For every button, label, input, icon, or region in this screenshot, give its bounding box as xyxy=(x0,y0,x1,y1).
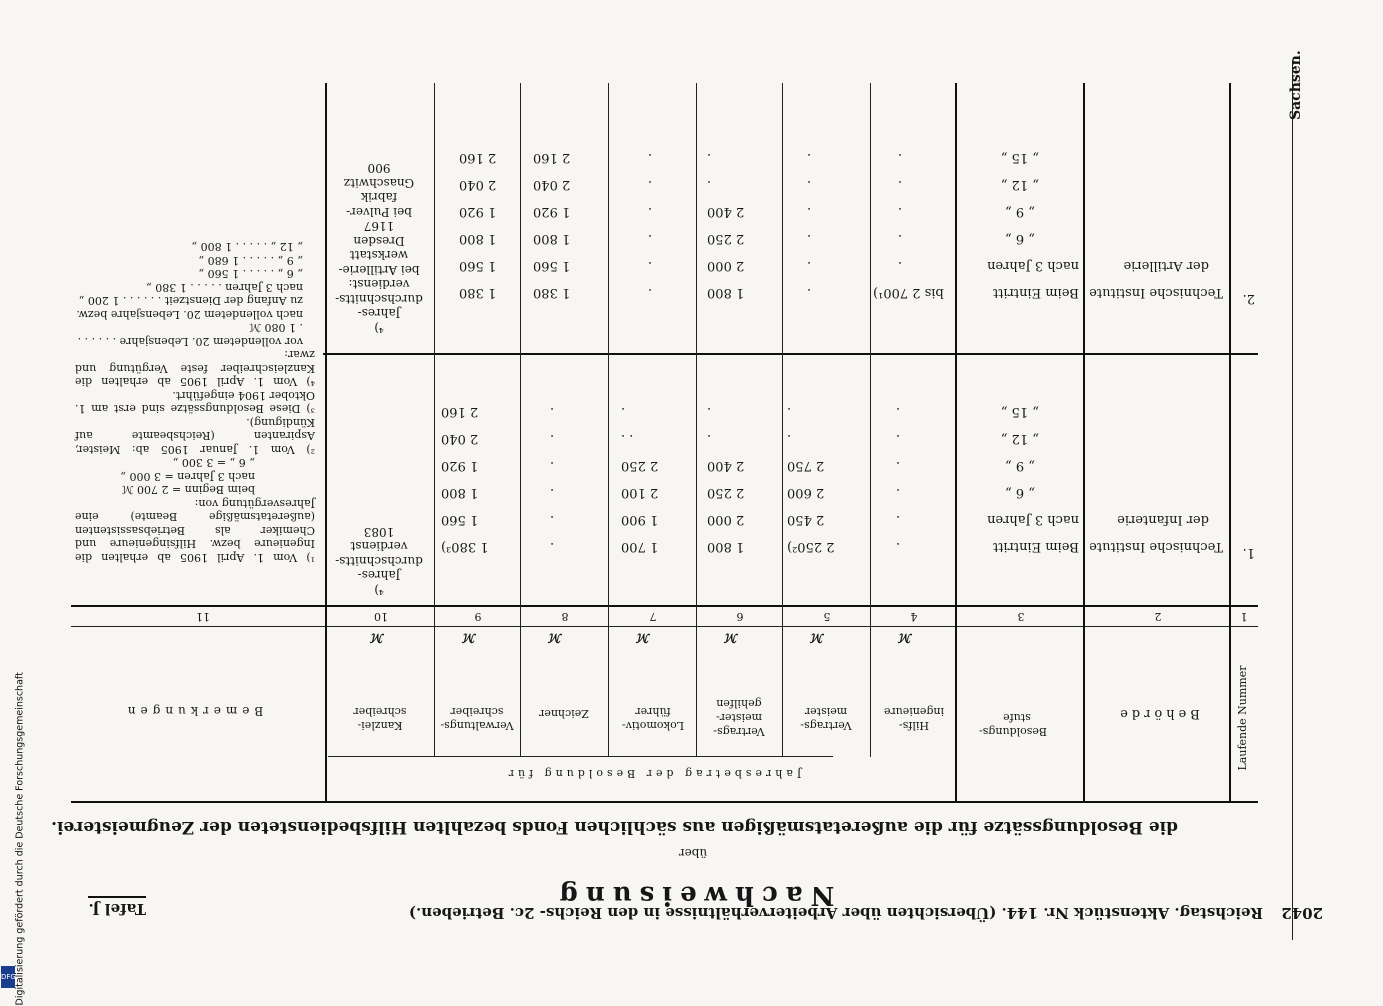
value-cell: . xyxy=(896,539,901,554)
col-header-stufe: Besoldungs-stufe xyxy=(979,711,1047,738)
value-cell: . xyxy=(550,539,555,554)
value-cell: 2 100 xyxy=(621,485,659,500)
value-cell: . xyxy=(807,231,812,246)
value-cell: 2 250 xyxy=(621,458,659,473)
document-subtitle: die Besoldungssätze für die außeretatsmäßigen aus sächlichen Fonds bezahlten Hilfsbediensteten der Zeugmeisterei. xyxy=(51,817,1178,837)
stufe-cell: „ 9 „ xyxy=(1004,458,1035,473)
kanzlei-line: verdienst xyxy=(350,539,408,554)
row-2-behoerde xyxy=(1088,252,1223,306)
kanzlei-line: werkstatt xyxy=(349,248,409,263)
table-label: Tafel J. xyxy=(88,896,146,918)
stufe-cell: Beim Eintritt xyxy=(993,539,1079,554)
unit-hilfsingenieure: ℳ xyxy=(899,631,913,645)
col-header-zeichner: Zeichner xyxy=(539,707,589,720)
row-1-behoerde xyxy=(1088,506,1223,560)
value-cell: . xyxy=(707,177,712,192)
kanzlei-line: 900 xyxy=(367,161,391,176)
col-header-vertragsmeister: Vertrags-meister xyxy=(800,705,852,732)
value-cell: 2 750 xyxy=(787,458,825,473)
kanzlei-line: durchschnitts- xyxy=(335,554,423,568)
title-ueber: über xyxy=(678,846,708,860)
value-cell: . xyxy=(621,404,626,419)
row-1-behoerde-line: der Infanterie xyxy=(1117,512,1209,527)
value-cell: . xyxy=(896,485,901,500)
kanzlei-line: verdienst: xyxy=(348,277,410,292)
table-top-rule xyxy=(71,801,1258,803)
column-number: 8 xyxy=(561,610,569,623)
col-rule-7 xyxy=(608,83,609,757)
row-2-zeichner xyxy=(533,144,605,306)
unit-kanzleischreiber: ℳ xyxy=(371,631,385,645)
row-2-lokomotivfuehrer xyxy=(648,144,693,306)
value-cell: 2 400 xyxy=(707,204,745,219)
value-cell: . xyxy=(807,204,812,219)
column-number: 10 xyxy=(374,610,388,623)
value-cell: 1 800 xyxy=(533,231,571,246)
footnote-line: vor vollendetem 20. Lebensjahre . . . . . . . 1 080 ℳ xyxy=(77,321,303,348)
row-2-verwaltungsschreiber xyxy=(459,144,519,306)
footnote: ¹) Vom 1. April 1905 ab erhalten die Ingenieure bezw. Hilfsingenieure und Chemiker als Betriebsassistenten (außeretatsmäßige Beamte) eine Jahresvergütung von: xyxy=(75,497,315,564)
row-1-verwaltungsschreiber xyxy=(441,398,519,560)
row-1-hilfsingenieure xyxy=(896,398,951,560)
kanzlei-line: 1167 xyxy=(363,219,395,234)
kanzlei-line: bei Artillerie- xyxy=(338,263,420,277)
value-cell: 1 920 xyxy=(533,204,571,219)
value-cell: . xyxy=(896,404,901,419)
value-cell: . xyxy=(807,258,812,273)
value-cell: . xyxy=(898,150,903,165)
unit-vertragsmeister: ℳ xyxy=(811,631,825,645)
stufe-cell: nach 3 Jahren xyxy=(987,512,1079,527)
value-cell: 2 160 xyxy=(441,404,479,419)
row-1-stufen xyxy=(959,398,1079,560)
digitization-note: Digitalisierung gefördert durch die Deutsche Forschungsgemeinschaft xyxy=(14,672,26,1006)
kanzlei-line: Gnaschwitz xyxy=(343,176,415,190)
column-number: 5 xyxy=(823,610,831,623)
value-cell: 1 560 xyxy=(459,258,497,273)
footnotes xyxy=(75,240,315,564)
footnote-line: „ 12 „ . . . . . 1 800 „ xyxy=(191,240,303,254)
column-number: 4 xyxy=(910,610,918,623)
stufe-cell: „ 12 „ xyxy=(1000,431,1039,446)
unit-vertragsmeistergehilfen: ℳ xyxy=(725,631,739,645)
stufe-cell: „ 6 „ xyxy=(1004,231,1035,246)
value-cell: 1 700 xyxy=(621,539,659,554)
value-cell: . xyxy=(707,404,712,419)
value-cell: 1 380 xyxy=(459,285,497,300)
header-sub-rule xyxy=(328,756,833,757)
value-cell: 1 920 xyxy=(441,458,479,473)
row-2-behoerde-line: der Artillerie xyxy=(1123,258,1209,273)
stufe-cell: Beim Eintritt xyxy=(993,285,1079,300)
row-2-number: 2. xyxy=(1242,291,1255,306)
row-2-vertragsmeistergehilfen xyxy=(707,144,779,306)
value-cell: . xyxy=(550,485,555,500)
value-cell: . xyxy=(787,431,792,446)
value-cell: 2 250 xyxy=(707,231,745,246)
value-cell: 2 450 xyxy=(787,512,825,527)
footnote-line: „ 9 „ . . . . . 1 680 „ xyxy=(198,254,303,267)
value-cell: . xyxy=(898,231,903,246)
column-number: 6 xyxy=(736,610,744,623)
value-cell: 2 000 xyxy=(707,512,745,527)
unit-verwaltungsschreiber: ℳ xyxy=(463,631,477,645)
value-cell: 2 250 xyxy=(707,485,745,500)
footnote-line: nach vollendetem 20. Lebensjahre bezw. zu Anfang der Dienstzeit . . . . . . 1 200 „ xyxy=(76,294,303,321)
value-cell: 1 800 xyxy=(459,231,497,246)
value-cell: 1 800 xyxy=(441,485,479,500)
value-cell: . xyxy=(898,177,903,192)
footnote-line: nach 3 Jahren . . . . . 1 380 „ xyxy=(146,281,303,294)
footnote-line: beim Beginn = 2 700 ℳ xyxy=(121,483,255,497)
column-number: 11 xyxy=(196,610,210,623)
value-cell: . . xyxy=(621,431,634,446)
column-number: 9 xyxy=(474,610,482,623)
col-rule-9 xyxy=(434,83,435,757)
value-cell: . xyxy=(807,177,812,192)
kanzlei-line: Dresden xyxy=(353,234,405,248)
kanzlei-line: 1083 xyxy=(363,525,395,539)
value-cell: . xyxy=(898,204,903,219)
value-cell: 2 040 xyxy=(533,177,571,192)
colnum-bottom-rule xyxy=(71,605,1258,607)
col-header-behoerde: Behörde xyxy=(1116,706,1200,721)
col-header-lfd: Laufende Nummer xyxy=(1236,665,1249,771)
row-2-behoerde-line: Technische Institute xyxy=(1089,285,1223,300)
col-header-hilfsingenieure: Hilfs-ingenieure xyxy=(883,705,945,732)
row-1-kanzleischreiber xyxy=(331,525,427,598)
value-cell: . xyxy=(648,285,653,300)
footnote: ²) Vom 1. Januar 1905 ab: Meister, Aspiranten (Reichsbeamte auf Kündigung). xyxy=(75,416,315,456)
value-cell: 2 400 xyxy=(707,458,745,473)
row-2-hilfsingenieure xyxy=(873,144,953,306)
value-cell: . xyxy=(896,512,901,527)
col-rule-2 xyxy=(1083,83,1085,803)
stufe-cell: „ 15 „ xyxy=(1000,404,1039,419)
value-cell: . xyxy=(787,404,792,419)
header-bottom-rule xyxy=(71,626,1258,627)
column-number: 1 xyxy=(1240,610,1248,623)
col-rule-3 xyxy=(955,83,957,803)
value-cell: . xyxy=(648,204,653,219)
kanzlei-line: Jahres- xyxy=(357,568,401,583)
row-2-vertragsmeister xyxy=(807,144,867,306)
document-title: Nachweisung xyxy=(551,880,835,910)
col-rule-6 xyxy=(696,83,697,757)
value-cell: 1 900 xyxy=(621,512,659,527)
footnote-line: „ 6 „ . . . . . 1 560 „ xyxy=(198,267,303,281)
footnote-line: nach 3 Jahren = 3 000 „ xyxy=(120,470,255,483)
row-1-vertragsmeistergehilfen xyxy=(707,398,779,560)
value-cell: 1 800 xyxy=(707,285,745,300)
value-cell: 1 800 xyxy=(707,539,745,554)
value-cell: 2 000 xyxy=(707,258,745,273)
value-cell: 2 600 xyxy=(787,485,825,500)
stufe-cell: „ 15 „ xyxy=(1000,150,1039,165)
row-1-lokomotivfuehrer xyxy=(621,398,693,560)
footnote: ³) Diese Besoldungssätze sind erst am 1. Oktober 1904 eingeführt. xyxy=(75,389,315,416)
section-divider-rule xyxy=(323,353,1258,355)
row-1-vertragsmeister xyxy=(787,398,867,560)
value-cell: 1 560 xyxy=(533,258,571,273)
col-rule-10 xyxy=(325,83,327,803)
stufe-cell: „ 9 „ xyxy=(1004,204,1035,219)
row-1-behoerde-line: Technische Institute xyxy=(1089,539,1223,554)
row-1-zeichner xyxy=(550,398,605,560)
value-cell: 2 040 xyxy=(459,177,497,192)
value-cell: 2 040 xyxy=(441,431,479,446)
col-rule-4 xyxy=(870,83,871,757)
outer-left-rule xyxy=(1292,60,1293,940)
column-number: 3 xyxy=(1017,610,1025,623)
value-cell: 2 160 xyxy=(533,150,571,165)
col-header-lokomotivfuehrer: Lokomotiv-führer xyxy=(621,705,685,732)
value-cell: . xyxy=(896,431,901,446)
value-cell: . xyxy=(648,231,653,246)
kanzlei-line: Jahres- xyxy=(357,306,401,321)
value-cell: . xyxy=(550,431,555,446)
value-cell: . xyxy=(648,150,653,165)
col-rule-5 xyxy=(782,83,783,757)
value-cell: . xyxy=(648,177,653,192)
value-cell: . xyxy=(807,150,812,165)
section-label: Sachsen. xyxy=(1288,50,1304,120)
value-cell: . xyxy=(807,285,812,300)
value-cell: . xyxy=(898,258,903,273)
stufe-cell: „ 6 „ xyxy=(1004,485,1035,500)
value-cell: . xyxy=(550,458,555,473)
value-cell: 1 560 xyxy=(441,512,479,527)
value-cell: . xyxy=(550,404,555,419)
value-cell: 1 380³) xyxy=(441,539,489,554)
value-cell: 1 920 xyxy=(459,204,497,219)
value-cell: bis 2 700¹) xyxy=(873,285,944,300)
kanzlei-line: bei Pulver- xyxy=(346,205,412,219)
value-cell: 1 380 xyxy=(533,285,571,300)
stufe-cell: „ 12 „ xyxy=(1000,177,1039,192)
kanzlei-line: ⁴) xyxy=(374,583,384,597)
value-cell: . xyxy=(896,458,901,473)
footnote-line: „ 6 „ = 3 300 „ xyxy=(172,456,255,470)
unit-zeichner: ℳ xyxy=(549,631,563,645)
running-title: Reichstag. Aktenstück Nr. 144. (Übersichten über Arbeiterverhältnisse in den Reichs- 2c. Betrieben.) xyxy=(408,904,1263,922)
dfg-logo: DFG xyxy=(1,966,15,988)
unit-lokomotivfuehrer: ℳ xyxy=(637,631,651,645)
col-rule-8 xyxy=(520,83,521,757)
value-cell: . xyxy=(550,512,555,527)
value-cell: . xyxy=(648,258,653,273)
value-cell: . xyxy=(707,150,712,165)
kanzlei-line: durchschnitts- xyxy=(335,292,423,306)
page-number: 2042 xyxy=(1281,904,1323,922)
col-header-verwaltungsschreiber: Verwaltungs-schreiber xyxy=(440,705,514,732)
kanzlei-line: fabrik xyxy=(360,190,398,205)
col-header-bemerkungen: Bemerkungen xyxy=(122,704,264,718)
column-number: 2 xyxy=(1154,610,1162,623)
column-number: 7 xyxy=(649,610,657,623)
col-rule-1 xyxy=(1229,83,1231,803)
stufe-cell: nach 3 Jahren xyxy=(987,258,1079,273)
footnote: ⁴) Vom 1. April 1905 ab erhalten die Kanzleischreiber feste Vergütung und zwar: xyxy=(75,348,315,389)
col-header-kanzleischreiber: Kanzlei-schreiber xyxy=(353,705,407,732)
value-cell: 2 250²) xyxy=(787,539,835,554)
row-2-kanzleischreiber xyxy=(331,161,427,335)
row-1-number: 1. xyxy=(1242,545,1255,560)
col-header-vertragsmeistergehilfen: Vertrags-meister-gehilfen xyxy=(713,697,765,738)
kanzlei-line: ⁴) xyxy=(374,321,384,335)
col-header-jahresbetrag: Jahresbetrag der Besoldung für xyxy=(504,767,802,780)
value-cell: . xyxy=(707,431,712,446)
value-cell: 2 160 xyxy=(459,150,497,165)
row-2-stufen xyxy=(959,144,1079,306)
